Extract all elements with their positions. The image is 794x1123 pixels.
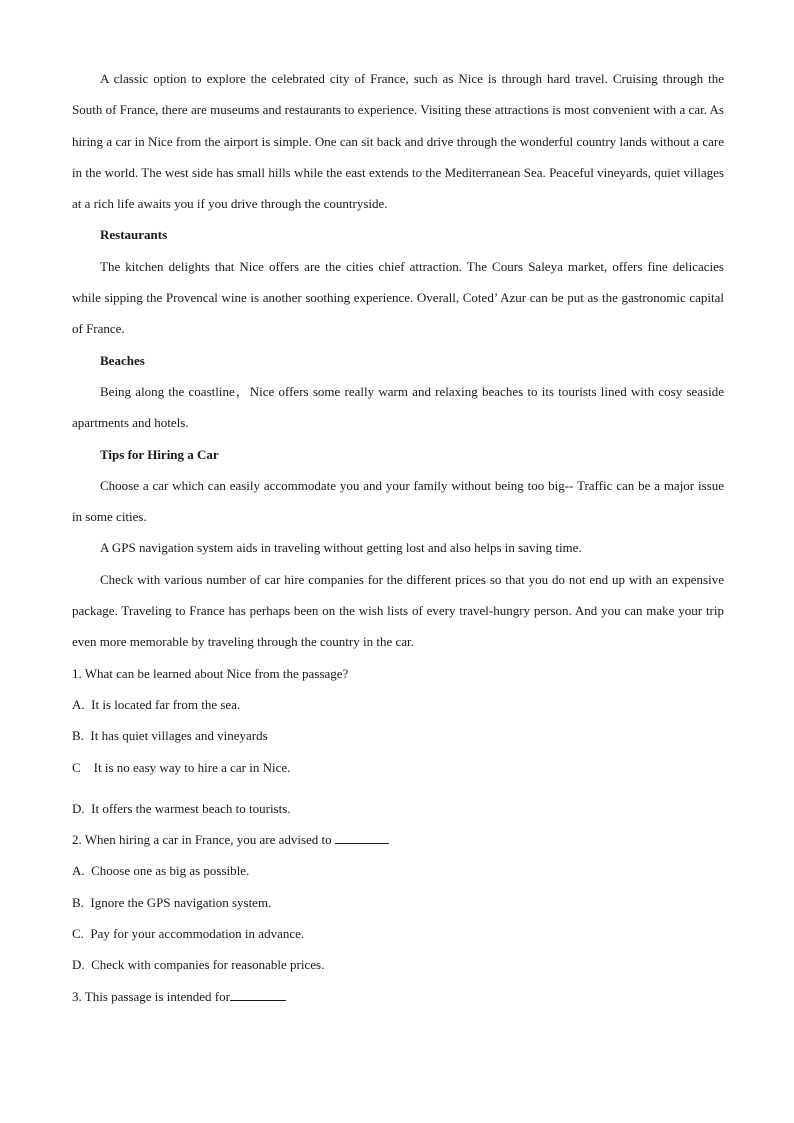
- tip-paragraph-1: Choose a car which can easily accommodate you and your family without being too big-- Traffic can be a major issue in some cities.: [72, 477, 724, 525]
- question-1-option-a: A. It is located far from the sea.: [72, 696, 241, 712]
- question-1-option-d: D. It offers the warmest beach to tourists.: [72, 800, 291, 816]
- question-1-option-c: C It is no easy way to hire a car in Nice.: [72, 759, 291, 775]
- question-3: [72, 981, 724, 1012]
- beaches-paragraph: Being along the coastline，Nice offers some really warm and relaxing beaches to its tourists lined with cosy seaside apartments and hotels.: [72, 383, 724, 431]
- question-2-option-c: C. Pay for your accommodation in advance.: [72, 926, 305, 942]
- restaurants-paragraph: The kitchen delights that Nice offers are the cities chief attraction. The Cours Saleya market, offers fine delicacies while sipping the Provencal wine is another soothing experience. Overall, Coted’ Azur can be put as the gastronomic capital of France.: [72, 258, 724, 337]
- section-heading-tips: Tips for Hiring a Car: [100, 446, 219, 462]
- intro-paragraph: A classic option to explore the celebrated city of France, such as Nice is through hard travel. Cruising through the South of France, there are museums and restaurants to experience. Visiting these attractions is most convenient with a car. As hiring a car in Nice from the airport is simple. One can sit back and drive through the wonderful country lands without a care in the world. The west side has small hills while the east extends to the Mediterranean Sea. Peaceful vineyards, quiet villages at a rich life awaits you if you drive through the countryside.: [72, 71, 724, 212]
- answer-blank: [335, 831, 389, 844]
- section-heading-beaches: Beaches: [100, 352, 145, 368]
- question-2-stem-line: [72, 824, 724, 855]
- document-page: [72, 63, 724, 1012]
- question-2: [72, 824, 724, 980]
- question-1-option-b: B. It has quiet villages and vineyards: [72, 728, 268, 744]
- question-2-stem: 2. When hiring a car in France, you are advised to: [72, 832, 335, 848]
- tip-paragraph-2: A GPS navigation system aids in traveling without getting lost and also helps in saving time.: [100, 540, 582, 556]
- question-2-option-b: B. Ignore the GPS navigation system.: [72, 894, 272, 910]
- question-3-stem: 3. This passage is intended for: [72, 988, 230, 1004]
- answer-blank: [230, 988, 286, 1001]
- question-1: [72, 658, 724, 824]
- tip-paragraph-3: Check with various number of car hire companies for the different prices so that you do not end up with an expensive package. Traveling to France has perhaps been on the wish lists of every travel-hungry person. And you can make your trip even more memorable by traveling through the country in the car.: [72, 571, 724, 650]
- question-2-option-a: A. Choose one as big as possible.: [72, 863, 250, 879]
- section-heading-restaurants: Restaurants: [100, 227, 168, 243]
- question-1-stem: 1. What can be learned about Nice from the passage?: [72, 665, 349, 681]
- question-3-stem-line: [72, 981, 724, 1012]
- question-2-option-d: D. Check with companies for reasonable prices.: [72, 957, 325, 973]
